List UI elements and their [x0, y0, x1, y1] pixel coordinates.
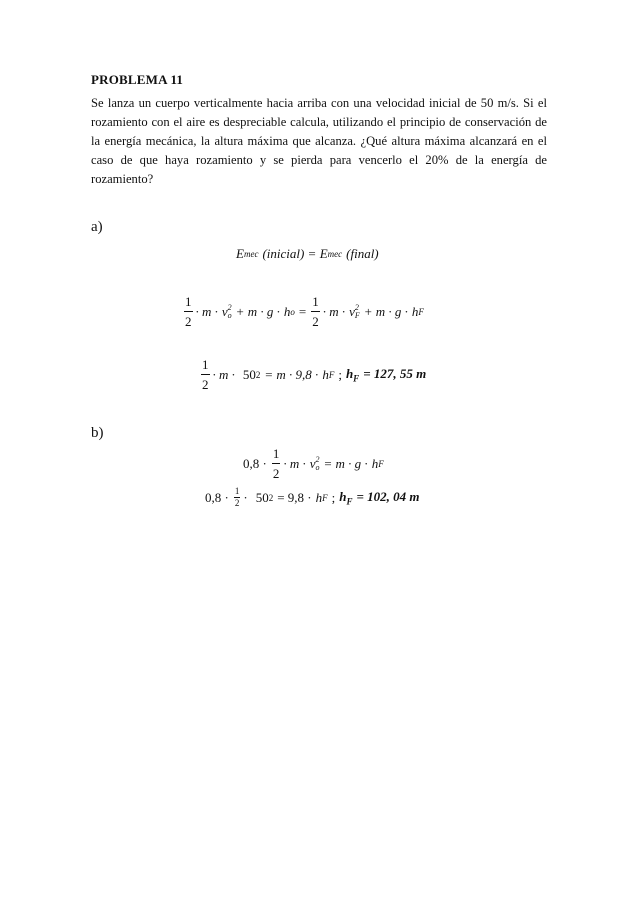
- height-symbol: h: [371, 455, 379, 471]
- separator: ;: [338, 366, 342, 382]
- fraction-half: $\frac{1}{2}$: [202, 357, 209, 392]
- symbol-e: E: [236, 246, 244, 261]
- mass-term: · m ·: [283, 455, 306, 471]
- problem-statement: Se lanza un cuerpo verticalmente hacia arriba con una velocidad inicial de 50 m/s. Si el rozamiento con el aire es despreciable calcula, utilizando el principio de conservación de la energía mecánica, la altura máxima que alcanza. ¿Qué altura máxima alcanzará en el caso de que haya rozamiento y se pierda para vencerlo el 20% de la energía de rozamiento?: [91, 96, 547, 186]
- equals-sign: =: [308, 246, 316, 261]
- potential-term: + m · g ·: [363, 303, 408, 319]
- symbol-e: E: [319, 246, 328, 261]
- loss-coefficient: 0,8 ·: [205, 489, 229, 505]
- result-a: $h_F = 127$, 55 m: [345, 365, 427, 384]
- weight-term: = m · g ·: [323, 455, 368, 471]
- subscript-mec: mec: [243, 249, 259, 259]
- part-a-equation-3: $\frac{1}{2}$ · m · 50 2 = m · 9,8 · h F ; $h_F = 127$, 55 m: [202, 357, 427, 392]
- height-symbol: h: [322, 366, 329, 382]
- potential-term: + m · g ·: [235, 303, 280, 319]
- problem-title: PROBLEMA 11: [91, 72, 184, 87]
- fraction-half: $\frac{1}{2}$: [272, 446, 280, 481]
- weight-term: = 9,8 ·: [277, 489, 312, 505]
- height-symbol: h: [411, 303, 419, 319]
- part-b-label: b): [91, 425, 104, 441]
- separator: ;: [331, 489, 336, 505]
- equals-sign: =: [298, 303, 307, 319]
- argument-final: (final): [346, 246, 379, 261]
- argument-initial: (inicial): [262, 246, 305, 261]
- weight-term: = m · 9,8 ·: [264, 366, 319, 382]
- part-a-equation-1: [236, 246, 379, 262]
- loss-coefficient: 0,8 ·: [243, 455, 267, 471]
- part-a-equation-2: $\frac{1}{2}$ · m · v 2 o + m · g · h o = $\frac{1}{2}$ · m · v 2 F + m · g · h F: [185, 294, 424, 329]
- velocity-value: 50: [242, 366, 256, 382]
- dot-operator: ·: [243, 489, 248, 505]
- result-b: $h_F = 102$, 04 m: [339, 488, 420, 507]
- mass-term: · m ·: [195, 303, 218, 319]
- velocity-symbol: v: [221, 303, 228, 319]
- part-b-equation-1: 0,8 · $\frac{1}{2}$ · m · v 2 o = m · g · h F: [243, 446, 384, 481]
- height-symbol: h: [315, 489, 323, 505]
- fraction-half: $\frac{1}{2}$: [312, 294, 319, 329]
- height-symbol: h: [283, 303, 291, 319]
- fraction-half: $\frac{1}{2}$: [234, 486, 240, 508]
- velocity-symbol: v: [309, 455, 316, 471]
- velocity-symbol: v: [349, 303, 355, 319]
- subscript-mec: mec: [327, 249, 343, 259]
- part-a-label: a): [91, 219, 103, 235]
- mass-term: · m ·: [322, 303, 346, 319]
- part-b-equation-2: 0,8 · $\frac{1}{2}$ · 50 2 = 9,8 · h F ; $h_F = 102$, 04 m: [205, 486, 420, 508]
- velocity-value: 50: [255, 489, 269, 505]
- fraction-half: $\frac{1}{2}$: [185, 294, 192, 329]
- mass-term: · m ·: [212, 366, 235, 382]
